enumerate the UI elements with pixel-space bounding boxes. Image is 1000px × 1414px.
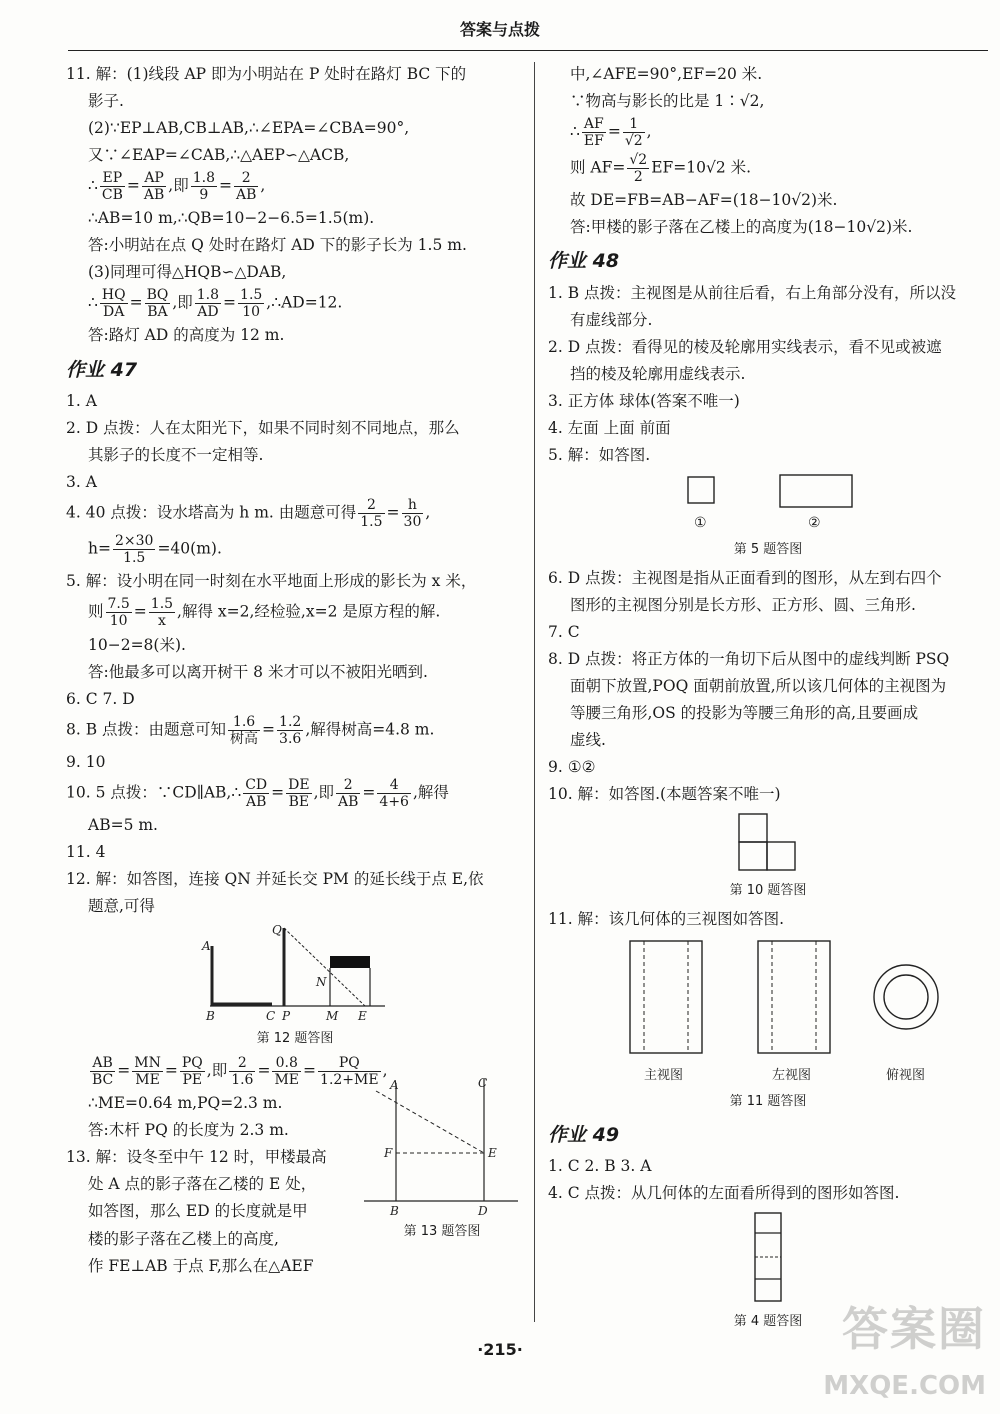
figure-10 — [548, 810, 988, 901]
answer-13-fraction2: 则 AF= $\frac{√2}{2}$ EF=10√2 米. — [570, 152, 752, 186]
svg-text:②: ② — [808, 514, 821, 531]
right-column — [548, 62, 988, 1338]
answer-13-conclusion: 答:甲楼的影子落在乙楼上的高度为(18−10√2)米. — [570, 218, 913, 237]
answer-3: 3. A — [66, 472, 97, 491]
figure-13 — [362, 1075, 522, 1242]
svg-text:Q: Q — [272, 923, 282, 938]
hw48-answer-2: 2. D 点拨：看得见的棱及轮廓用实线表示，看不见或被遮 — [548, 337, 942, 356]
svg-text:C: C — [478, 1076, 488, 1091]
section-48-title: 作业 48 — [548, 250, 620, 273]
hw48-answer-8-cont2: 等腰三角形,OS 的投影为等腰三角形的高,且要画成 — [570, 704, 919, 723]
answer-12-conclusion: 答:木杆 PQ 的长度为 2.3 m. — [88, 1121, 289, 1140]
hw48-answer-8-cont3: 虚线. — [570, 731, 606, 750]
figure-5 — [548, 471, 988, 560]
answer-13-line5: 作 FE⊥AB 于点 F,那么在△AEF — [88, 1256, 314, 1275]
q11-line6: 答:小明站在点 Q 处时在路灯 AD 下的影子长为 1.5 m. — [88, 236, 467, 255]
page-header: 答案与点拨 — [459, 20, 540, 39]
answer-10-cont: AB=5 m. — [88, 816, 158, 835]
q11-line8: 答:路灯 AD 的高度为 12 m. — [88, 326, 285, 345]
svg-text:A: A — [390, 1078, 399, 1093]
figure-4-diagram — [743, 1209, 793, 1305]
q11-line3: (2)∵EP⊥AB,CB⊥AB,∴∠EPA=∠CBA=90°, — [88, 119, 410, 138]
answer-12-result: ∴ME=0.64 m,PQ=2.3 m. — [88, 1094, 283, 1113]
answer-4-cont: h= $\frac{2\times 30}{1.5}$ =40(m). — [88, 533, 222, 567]
answer-2: 2. D 点拨：人在太阳光下，如果不同时刻不同地点，那么 — [66, 418, 460, 437]
q11-line5: ∴AB=10 m,∴QB=10−2−6.5=1.5(m). — [88, 209, 375, 228]
section-47-title: 作业 47 — [66, 358, 138, 381]
left-column — [66, 62, 524, 1281]
hw48-answer-8-cont1: 面朝下放置,POQ 面朝前放置,所以该几何体的主视图为 — [570, 677, 947, 696]
svg-text:N: N — [316, 975, 327, 990]
figure-4-caption: 第 4 题答图 — [733, 1314, 803, 1330]
hw48-answer-2-cont: 挡的棱及轮廓用虚线表示. — [570, 364, 746, 383]
svg-text:E: E — [488, 1146, 497, 1161]
answer-6-7: 6. C 7. D — [66, 689, 135, 708]
hw48-answer-5: 5. 解：如答图. — [548, 445, 651, 464]
figure-12-diagram — [200, 922, 390, 1022]
svg-text:M: M — [326, 1009, 339, 1023]
svg-text:主视图: 主视图 — [644, 1068, 684, 1084]
answer-5: 5. 解：设小明在同一时刻在水平地面上形成的影长为 x 米， — [66, 572, 477, 591]
figure-13-diagram — [362, 1075, 522, 1215]
answer-13-line1: 13. 解：设冬至中午 12 时，甲楼最高 — [66, 1148, 327, 1167]
watermark-url: MXQE.COM — [823, 1370, 986, 1401]
header-rule — [68, 50, 988, 51]
figure-5-diagram — [668, 471, 868, 533]
answer-13-line2: 处 A 点的影子落在乙楼的 E 处， — [88, 1175, 317, 1194]
figure-5-caption: 第 5 题答图 — [733, 542, 803, 557]
answer-10: 10. 5 点拨：∵CD∥AB,∴ $\frac{CD}{AB}$ = $\frac{DE}{BE}$ ,即 $\frac{2}{AB}$ = $\frac{4}{4+6}$ ,解得 — [66, 776, 449, 810]
q11-line7: (3)同理可得△HQB∽△DAB, — [88, 263, 287, 282]
hw48-answer-7: 7. C — [548, 623, 580, 642]
q11-line2: 影子. — [88, 92, 124, 111]
figure-12-caption: 第 12 题答图 — [256, 1031, 334, 1047]
hw48-answer-4: 4. 左面 上面 前面 — [548, 418, 671, 437]
hw48-answer-10: 10. 解：如答图.(本题答案不唯一) — [548, 785, 781, 804]
answer-1: 1. A — [66, 391, 97, 410]
answer-12-fraction: $\frac{AB}{BC}$ = $\frac{MN}{ME}$ = $\frac{PQ}{PE}$ ,即 $\frac{2}{1.6}$ = $\frac{0.8}{ME}$ = $\frac{PQ}{1.2+ME}$ , — [92, 1055, 388, 1089]
q11-fraction1: ∴ $\frac{EP}{CB}$ = $\frac{AP}{AB}$ ,即 $\frac{1.8}{9}$ = $\frac{2}{AB}$ , — [88, 170, 266, 204]
watermark-title: 答案圈 — [842, 1302, 986, 1357]
column-divider — [534, 62, 535, 1322]
answer-5-fraction: 则 $\frac{7.5}{10}$ = $\frac{1.5}{x}$ ,解得 x=2,经检验,x=2 是原方程的解. — [88, 596, 441, 630]
figure-11-diagram — [568, 935, 968, 1085]
svg-text:A: A — [202, 939, 211, 954]
hw48-answer-6: 6. D 点拨：主视图是指从正面看到的图形，从左到右四个 — [548, 569, 942, 588]
svg-text:B: B — [390, 1204, 399, 1216]
answer-13-line3: 如答图，那么 ED 的长度就是甲 — [88, 1202, 308, 1221]
hw48-answer-6-cont: 图形的主视图分别是长方形、正方形、圆、三角形. — [570, 596, 916, 615]
hw48-answer-1: 1. B 点拨：主视图是从前往后看，右上角部分没有，所以没 — [548, 283, 957, 302]
svg-text:C: C — [266, 1009, 276, 1023]
hw49-answers-1-3: 1. C 2. B 3. A — [548, 1157, 652, 1176]
svg-text:①: ① — [694, 514, 707, 531]
answer-11: 11. 4 — [66, 843, 106, 862]
q11-line1: 11. 解：(1)线段 AP 即为小明站在 P 处时在路灯 BC 下的 — [66, 65, 467, 83]
answer-13-cont2: ∵物高与影长的比是 1∶√2, — [570, 92, 765, 111]
hw48-answer-8: 8. D 点拨：将正方体的一角切下后从图中的虚线判断 PSQ — [548, 650, 950, 669]
hw49-answer-4: 4. C 点拨：从几何体的左面看所得到的图形如答图. — [548, 1184, 900, 1203]
svg-text:D: D — [478, 1204, 488, 1216]
q11-line4: 又∵∠EAP=∠CAB,∴△AEP∽△ACB, — [88, 146, 350, 165]
page-number: ·215· — [477, 1340, 523, 1359]
figure-10-caption: 第 10 题答图 — [729, 883, 807, 899]
figure-13-caption: 第 13 题答图 — [403, 1224, 481, 1240]
svg-text:E: E — [358, 1009, 367, 1023]
svg-text:左视图: 左视图 — [772, 1068, 812, 1084]
hw48-answer-11: 11. 解：该几何体的三视图如答图. — [548, 910, 785, 929]
answer-12: 12. 解：如答图，连接 QN 并延长交 PM 的延长线于点 E,依 — [66, 870, 484, 889]
answer-13-cont3: 故 DE=FB=AB−AF=(18−10√2)米. — [570, 191, 838, 210]
answer-4: 4. 40 点拨：设水塔高为 h m. 由题意可得 $\frac{2}{1.5}$ = $\frac{h}{30}$ , — [66, 497, 431, 531]
figure-12 — [66, 922, 524, 1049]
answer-2-cont: 其影子的长度不一定相等. — [88, 445, 264, 464]
answer-13-line4: 楼的影子落在乙楼上的高度, — [88, 1229, 279, 1248]
answer-8: 8. B 点拨：由题意可知 $\frac{1.6}{\text{树高}}$ = $\frac{1.2}{3.6}$ ,解得树高=4.8 m. — [66, 713, 435, 747]
hw48-answer-9: 9. ①② — [548, 758, 596, 777]
answer-5-conclusion: 答:他最多可以离开树干 8 米才可以不被阳光晒到. — [88, 662, 428, 681]
answer-9: 9. 10 — [66, 752, 106, 771]
figure-11 — [548, 935, 988, 1112]
q11-fraction2: ∴ $\frac{HQ}{DA}$ = $\frac{BQ}{BA}$ ,即 $\frac{1.8}{AD}$ = $\frac{1.5}{10}$ ,∴AD=12. — [88, 287, 343, 321]
svg-text:F: F — [384, 1146, 393, 1161]
svg-text:B: B — [206, 1009, 215, 1023]
answer-5-calc: 10−2=8(米). — [88, 635, 186, 654]
svg-text:俯视图: 俯视图 — [886, 1068, 926, 1084]
svg-text:P: P — [282, 1009, 291, 1023]
answer-12-cont: 题意,可得 — [88, 897, 155, 916]
hw48-answer-1-cont: 有虚线部分. — [570, 310, 653, 329]
section-49-title: 作业 49 — [548, 1123, 620, 1146]
hw48-answer-3: 3. 正方体 球体(答案不唯一) — [548, 391, 740, 410]
figure-11-caption: 第 11 题答图 — [729, 1094, 807, 1110]
answer-13-cont1: 中,∠AFE=90°,EF=20 米. — [570, 65, 763, 83]
watermark — [823, 1294, 986, 1406]
answer-13-fraction1: ∴ $\frac{AF}{EF}$ = $\frac{1}{√2}$ , — [570, 116, 652, 150]
figure-10-diagram — [733, 810, 803, 874]
